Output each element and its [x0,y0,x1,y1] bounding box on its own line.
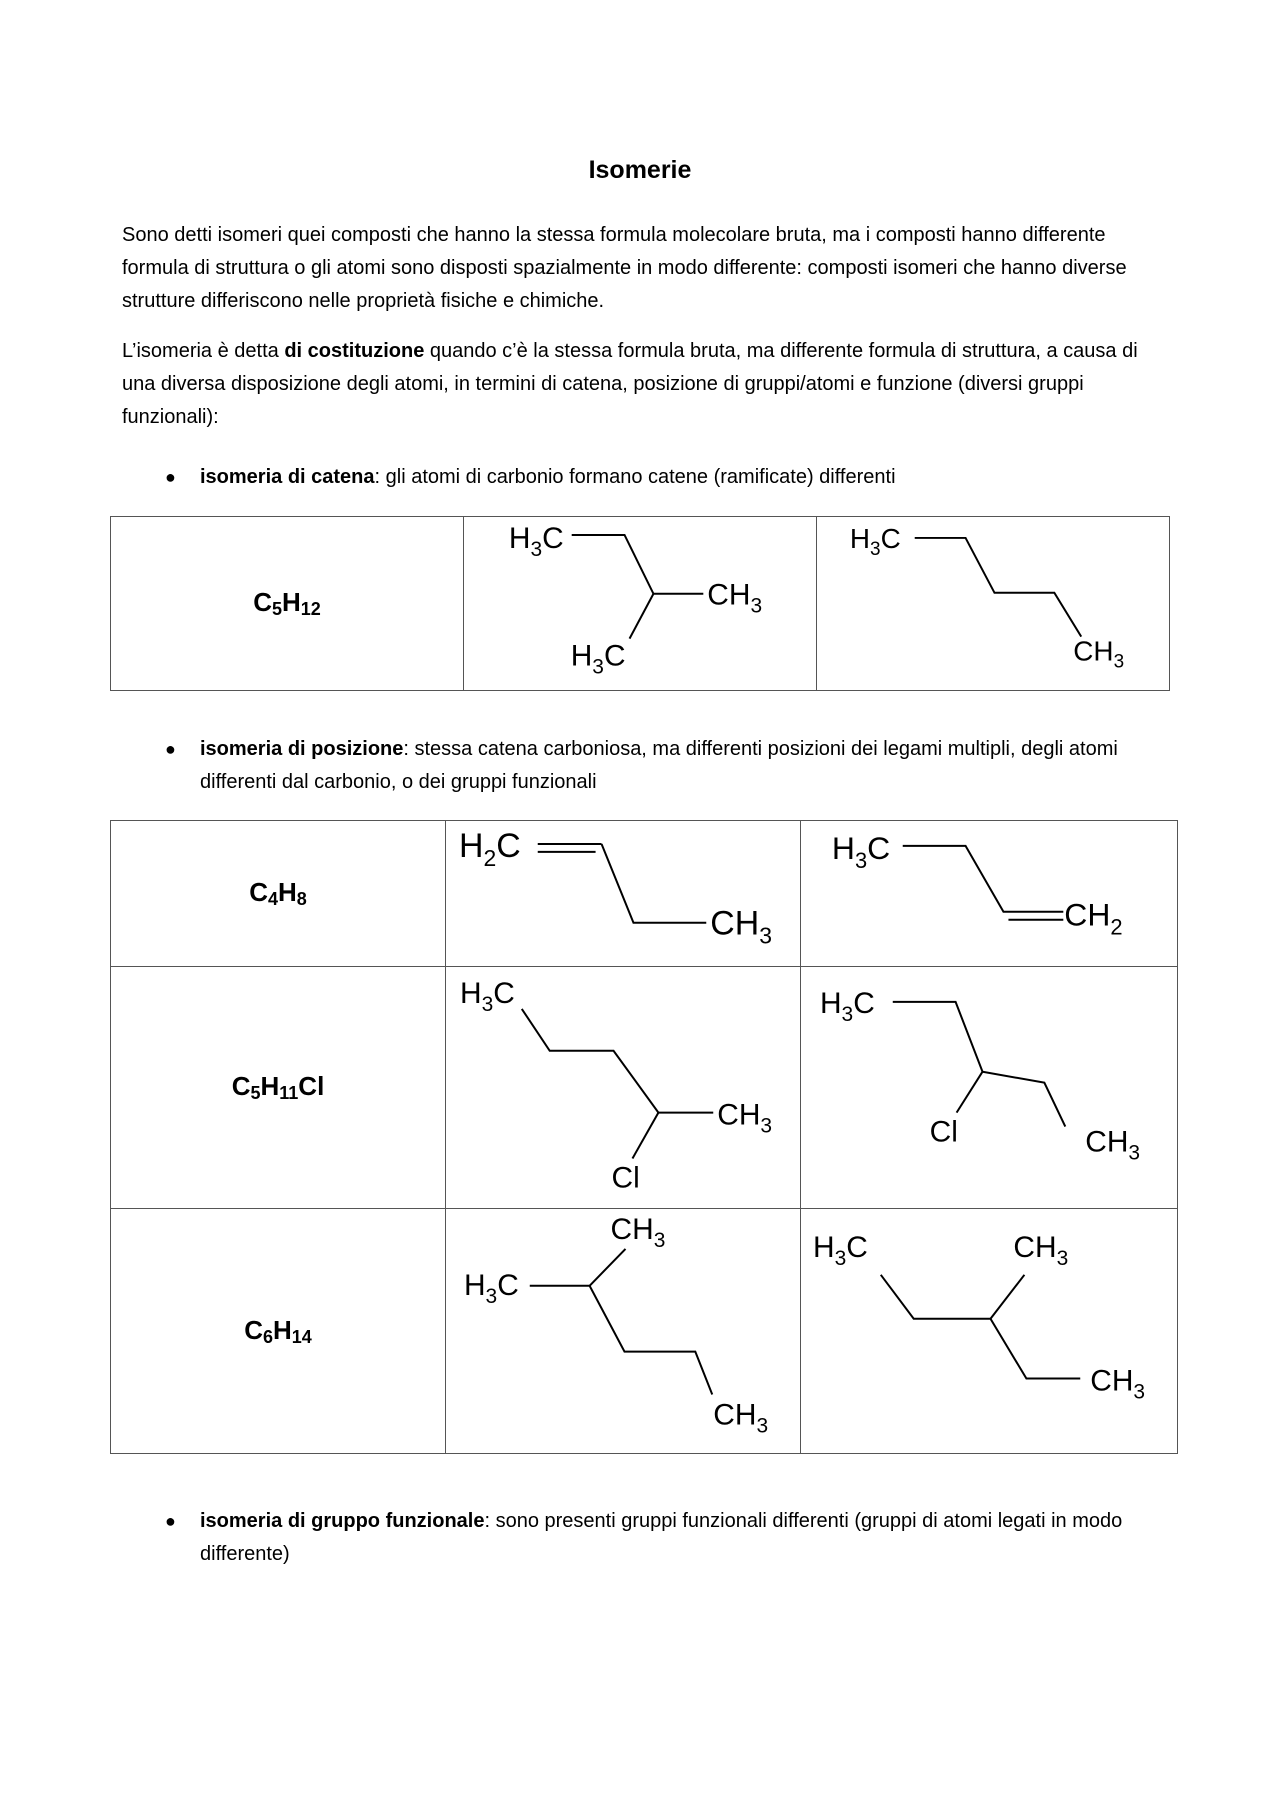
svg-text:CH2: $CH_2$ [1064,896,1123,940]
bullet-catena-text: : gli atomi di carbonio formano catene (ramificate) differenti [374,466,896,488]
bullet-dot: ● [165,1511,176,1531]
svg-text:CH3: $CH_3$ [710,904,772,949]
svg-text:H3C: $H_3C$ [459,976,515,1016]
bullet-catena [165,461,1160,494]
formula-c5h12: $C_5H_{12}$ [111,517,464,691]
svg-text:H3C: $H_3C$ [508,521,564,561]
svg-text:H3C: $H_3C$ [463,1268,519,1308]
structure-pentane [817,517,1170,691]
structure-2-butene [801,821,1178,967]
structure-3-chloropentane [801,966,1178,1208]
structure-2-chloropentane [446,966,801,1208]
svg-text:H2C: $H_2C$ [458,826,521,871]
structure-3-methylpentane [801,1208,1178,1453]
formula-c4h8: $C_4H_8$ [111,821,446,967]
svg-text:CH3: $CH_3$ [610,1212,666,1252]
bullet-dot: ● [165,739,176,759]
svg-text:H3C: $H_3C$ [831,829,891,873]
bullet-dot: ● [165,467,176,487]
bullet-posizione-title: isomeria di posizione [200,738,404,760]
svg-text:CH3: $CH_3$ [1090,1364,1146,1404]
formula-c6h14: $C_6H_{14}$ [111,1208,446,1453]
constitution-paragraph [122,335,1172,434]
page-title: Isomerie [588,156,692,184]
svg-text:CH3: $CH_3$ [1085,1125,1141,1165]
svg-text:CH3: $CH_3$ [707,578,763,618]
constitution-bold: di costituzione [284,340,425,362]
svg-text:Cl: Cl [929,1115,958,1149]
bullet-posizione-text: : stessa catena carboniosa, ma differenti posizioni dei legami multipli, degli atomi differenti dal carbonio, o dei gruppi funzionali [200,738,1118,793]
svg-text:CH3: $CH_3$ [717,1098,773,1138]
bullet-gruppo-funzionale [165,1505,1160,1571]
structure-1-butene [446,821,801,967]
intro-paragraph: Sono detti isomeri quei composti che hanno la stessa formula molecolare bruta, ma i composti hanno differente formula di struttura o gli atomi sono disposti spazialmente in modo differente: composti isomeri che hanno diverse strutture differiscono nelle proprietà fisiche e chimiche. [122,224,1127,312]
structure-2-methylpentane [446,1208,801,1453]
bullet-gruppo-funzionale-text: : sono presenti gruppi funzionali differenti (gruppi di atomi legati in modo differente) [200,1510,1123,1565]
bullet-gruppo-funzionale-title: isomeria di gruppo funzionale [200,1510,485,1532]
bullet-posizione [165,733,1160,799]
svg-text:H3C: $H_3C$ [812,1230,868,1270]
svg-text:CH3: $CH_3$ [1073,635,1125,673]
svg-text:Cl: Cl [611,1160,640,1194]
svg-text:CH3: $CH_3$ [1013,1230,1069,1270]
constitution-text-start: L’isomeria è detta [122,340,285,362]
svg-text:CH3: $CH_3$ [713,1398,769,1438]
svg-text:H3C: $H_3C$ [570,639,626,679]
svg-text:H3C: $H_3C$ [849,522,901,560]
catena-table [110,516,1170,691]
formula-c5h11cl: $C_5H_{11}Cl$ [111,966,446,1208]
structure-2-methylbutane [464,517,817,691]
svg-text:H3C: $H_3C$ [819,986,875,1026]
bullet-catena-title: isomeria di catena [200,466,375,488]
posizione-table [110,820,1178,1454]
constitution-text-end: quando c’è la stessa formula bruta, ma differente formula di struttura, a causa di una diversa disposizione degli atomi, in termini di catena, posizione di gruppi/atomi e funzione (diversi gruppi funzionali): [122,340,1138,428]
